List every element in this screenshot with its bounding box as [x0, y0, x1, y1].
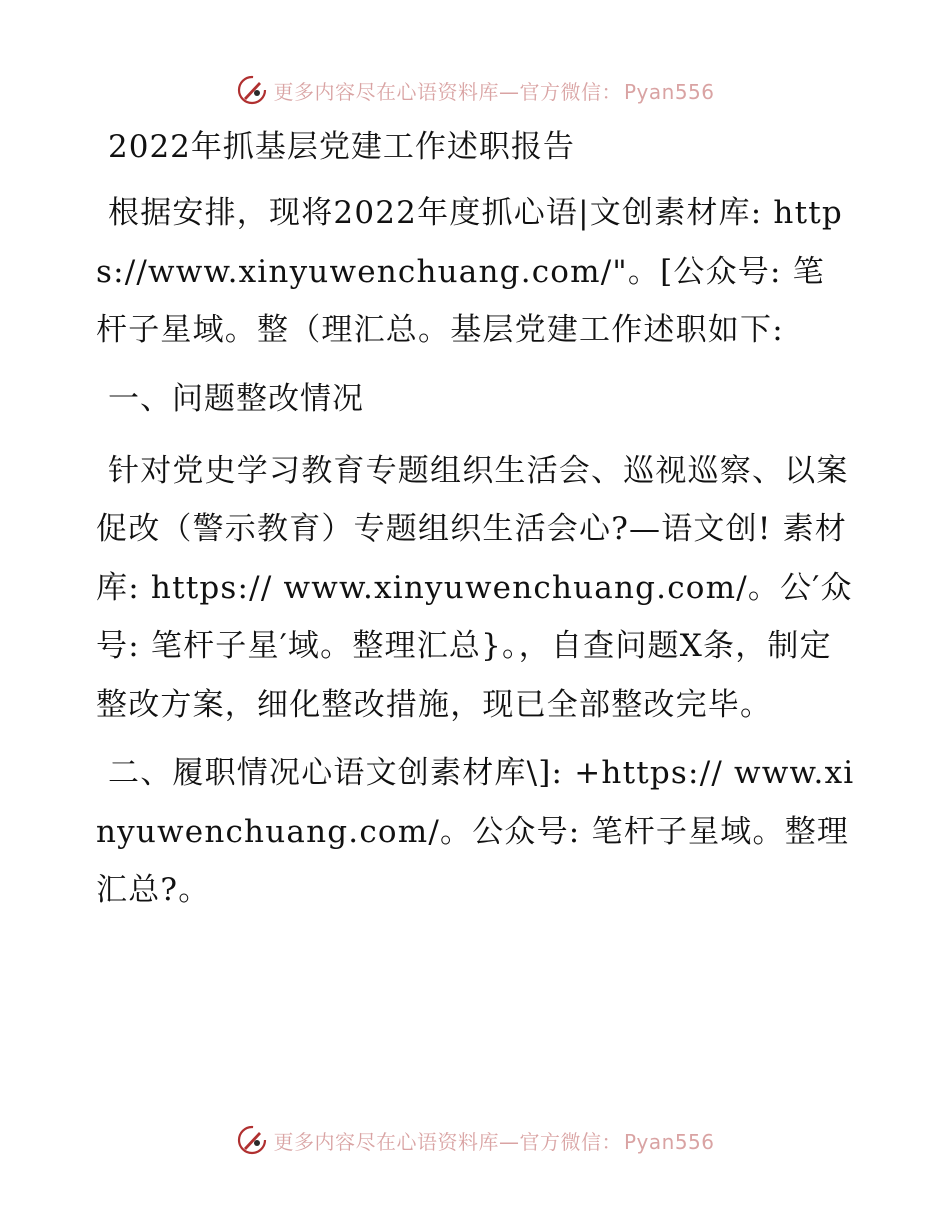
watermark-banner-bottom — [0, 1120, 950, 1160]
paragraph-rectification: 针对党史学习教育专题组织生活会、巡视巡察、以案促改（警示教育）专题组织生活会心?—语文创! 素材库: https:// www.xinyuwenchuang.com/。公′众号: 笔杆子星′域。整理汇总}。，自查问题X条，制定整改方案，细化整改措施，现已全部整改完毕。 — [96, 452, 853, 723]
section-heading-2: 二、履职情况心语文创素材库\]: +https:// www.xinyuwenchuang.com/。公众号: 笔杆子星域。整理汇总?。 — [96, 755, 855, 908]
document-title: 2022年抓基层党建工作述职报告 — [108, 129, 575, 165]
section-heading-1: 一、问题整改情况 — [108, 380, 364, 417]
watermark-text: 更多内容尽在心语资料库—官方微信： Pyan556 — [273, 1129, 715, 1154]
watermark-text: 更多内容尽在心语资料库—官方微信： Pyan556 — [273, 79, 715, 104]
paragraph-intro: 根据安排，现将2022年度抓心语|文创素材库: https://www.xinyuwenchuang.com/"。[公众号: 笔杆子星域。整（理汇总。基层党建工作述职如下: — [96, 195, 843, 348]
document-body — [96, 118, 856, 930]
quill-swirl-logo-icon — [235, 1123, 269, 1157]
watermark-banner-top — [0, 70, 950, 110]
quill-swirl-logo-icon — [235, 73, 269, 107]
